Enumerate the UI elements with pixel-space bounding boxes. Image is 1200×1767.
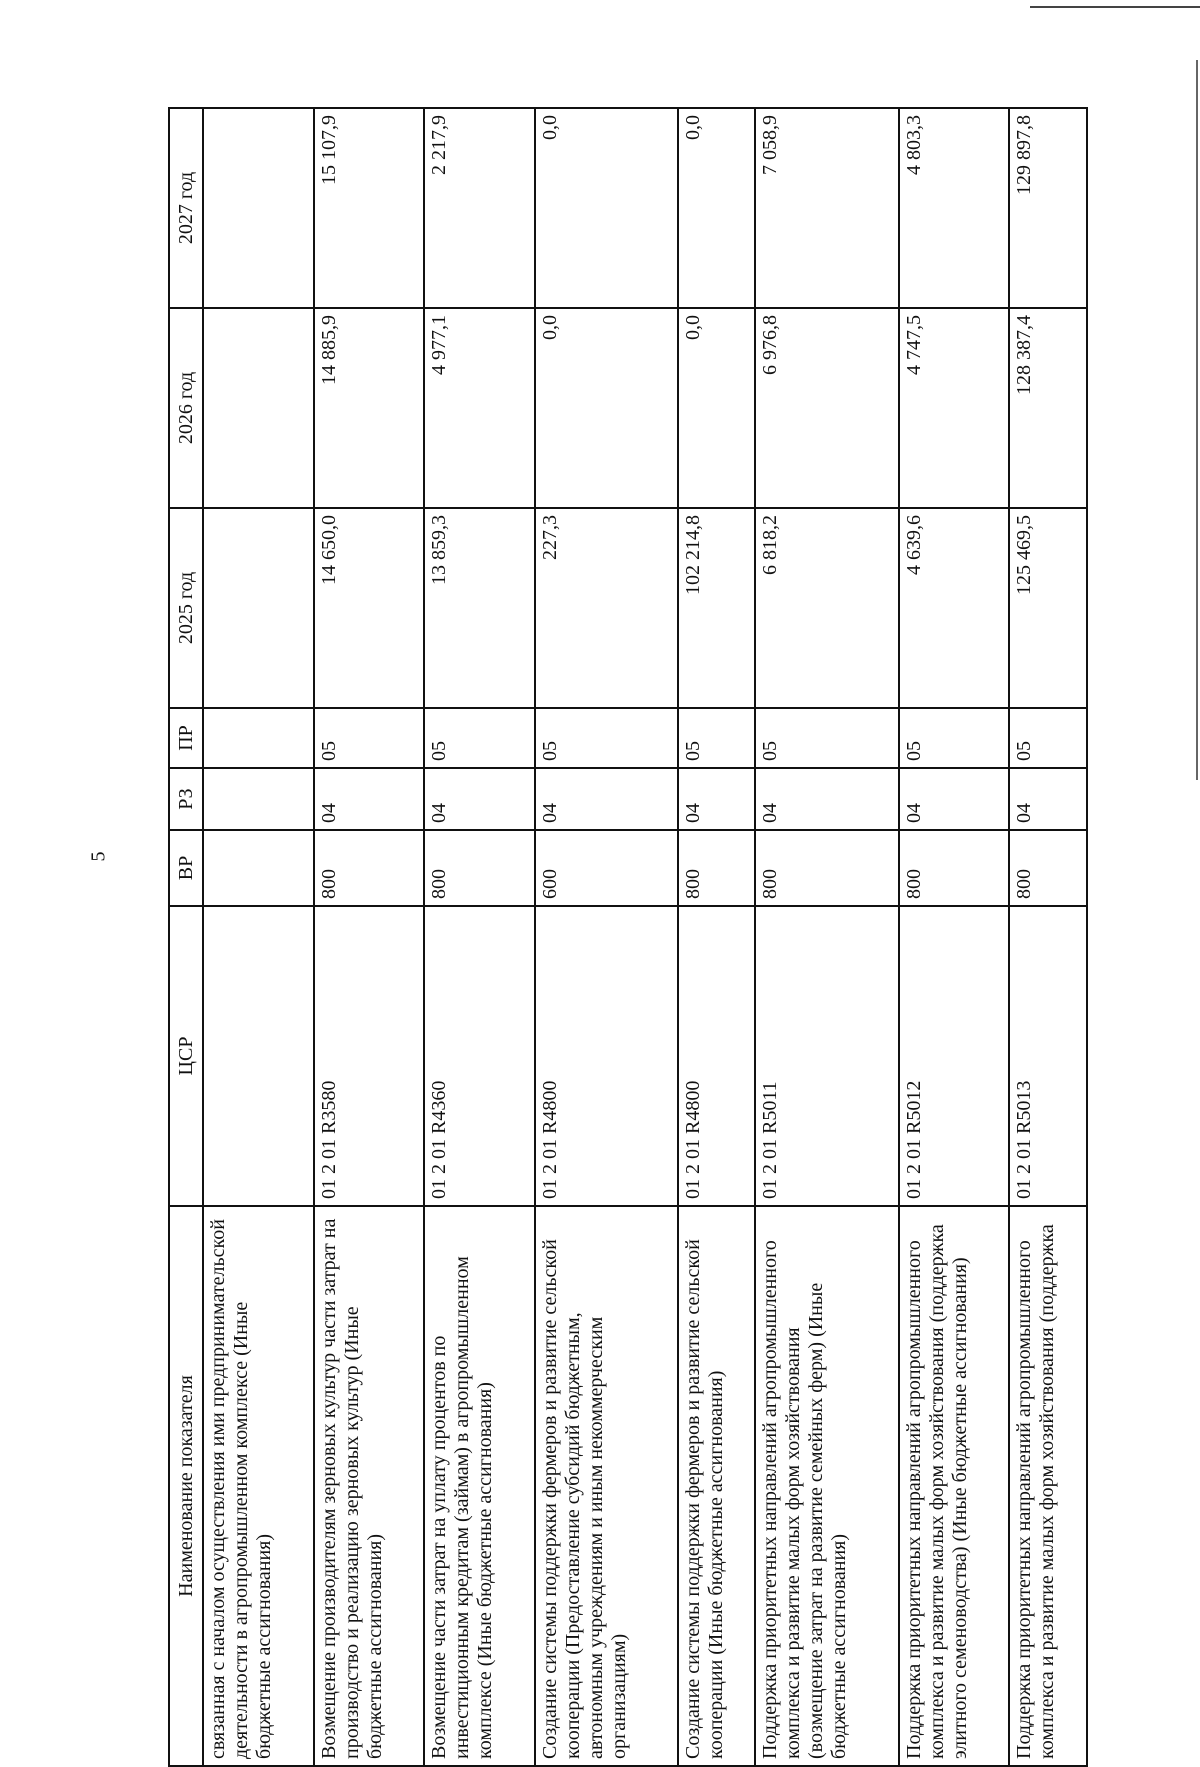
cell-name: Поддержка приоритетных направлений агропромышленного комплекса и развитие малых форм хозяйствования (поддержка	[1009, 1206, 1087, 1766]
cell-rz: 04	[755, 768, 899, 830]
cell-name: Возмещение части затрат на уплату процентов по инвестиционным кредитам (займам) в агропромышленном комплексе (Иные бюджетные ассигнования)	[424, 1206, 535, 1766]
cell-2025: 14 650,0	[314, 508, 425, 708]
cell-2027: 129 897,8	[1009, 108, 1087, 308]
cell-2027: 15 107,9	[314, 108, 425, 308]
rotated-table-area	[168, 107, 1088, 1767]
cell-pr	[203, 708, 314, 768]
cell-2026	[203, 308, 314, 508]
table-row	[203, 108, 314, 1766]
table-row	[535, 108, 679, 1766]
cell-rz: 04	[678, 768, 755, 830]
cell-rz: 04	[1009, 768, 1087, 830]
header-2026: 2026 год	[169, 308, 203, 508]
cell-vr: 600	[535, 830, 679, 906]
cell-vr: 800	[678, 830, 755, 906]
cell-vr: 800	[755, 830, 899, 906]
cell-2025: 4 639,6	[899, 508, 1010, 708]
cell-pr: 05	[899, 708, 1010, 768]
header-name: Наименование показателя	[169, 1206, 203, 1766]
header-vr: ВР	[169, 830, 203, 906]
cell-2026: 0,0	[535, 308, 679, 508]
cell-pr: 05	[314, 708, 425, 768]
cell-2025: 227,3	[535, 508, 679, 708]
cell-2025: 125 469,5	[1009, 508, 1087, 708]
cell-name: Создание системы поддержки фермеров и развитие сельской кооперации (Предоставление субсидий бюджетным, автономным учреждениям и иным некоммерческим организациям)	[535, 1206, 679, 1766]
cell-vr: 800	[314, 830, 425, 906]
cell-csr: 01 2 01 R5013	[1009, 906, 1087, 1206]
table-row	[1009, 108, 1087, 1766]
cell-rz	[203, 768, 314, 830]
cell-rz: 04	[899, 768, 1010, 830]
cell-2026: 4 977,1	[424, 308, 535, 508]
header-2025: 2025 год	[169, 508, 203, 708]
cell-name: Создание системы поддержки фермеров и развитие сельской кооперации (Иные бюджетные ассигнования)	[678, 1206, 755, 1766]
cell-2027: 4 803,3	[899, 108, 1010, 308]
cell-rz: 04	[314, 768, 425, 830]
table-header-row	[169, 108, 203, 1766]
cell-csr: 01 2 01 R5011	[755, 906, 899, 1206]
cell-pr: 05	[755, 708, 899, 768]
table-row	[314, 108, 425, 1766]
cell-2027: 2 217,9	[424, 108, 535, 308]
table-row	[678, 108, 755, 1766]
cell-csr: 01 2 01 R3580	[314, 906, 425, 1206]
header-2027: 2027 год	[169, 108, 203, 308]
page-number: 5	[87, 851, 110, 862]
cell-name: Поддержка приоритетных направлений агропромышленного комплекса и развитие малых форм хозяйствования (поддержка элитного семеноводства) (Иные бюджетные ассигнования)	[899, 1206, 1010, 1766]
cell-2027: 7 058,9	[755, 108, 899, 308]
cell-2027	[203, 108, 314, 308]
cell-csr	[203, 906, 314, 1206]
cell-rz: 04	[535, 768, 679, 830]
cell-csr: 01 2 01 R4800	[535, 906, 679, 1206]
cell-name: связанная с началом осуществления ими предпринимательской деятельности в агропромышленном комплексе (Иные бюджетные ассигнования)	[203, 1206, 314, 1766]
cell-2026: 4 747,5	[899, 308, 1010, 508]
cell-2026: 6 976,8	[755, 308, 899, 508]
cell-rz: 04	[424, 768, 535, 830]
cell-2025	[203, 508, 314, 708]
cell-name: Поддержка приоритетных направлений агропромышленного комплекса и развитие малых форм хозяйствования (возмещение затрат на развитие семейных ферм) (Иные бюджетные ассигнования)	[755, 1206, 899, 1766]
cell-vr: 800	[424, 830, 535, 906]
cell-2025: 13 859,3	[424, 508, 535, 708]
table-row	[424, 108, 535, 1766]
cell-2026: 128 387,4	[1009, 308, 1087, 508]
cell-2027: 0,0	[535, 108, 679, 308]
table-row	[755, 108, 899, 1766]
table-row	[899, 108, 1010, 1766]
header-pr: ПР	[169, 708, 203, 768]
budget-table	[168, 107, 1088, 1767]
cell-2026: 0,0	[678, 308, 755, 508]
cell-pr: 05	[535, 708, 679, 768]
table-container	[168, 107, 1088, 1767]
cell-csr: 01 2 01 R4800	[678, 906, 755, 1206]
header-csr: ЦСР	[169, 906, 203, 1206]
cell-2025: 102 214,8	[678, 508, 755, 708]
cell-pr: 05	[1009, 708, 1087, 768]
cell-vr	[203, 830, 314, 906]
cell-csr: 01 2 01 R4360	[424, 906, 535, 1206]
cell-vr: 800	[1009, 830, 1087, 906]
cell-pr: 05	[424, 708, 535, 768]
cell-vr: 800	[899, 830, 1010, 906]
scan-edge-top	[1030, 6, 1200, 8]
cell-pr: 05	[678, 708, 755, 768]
cell-2025: 6 818,2	[755, 508, 899, 708]
scan-edge-right	[1196, 60, 1198, 780]
cell-2027: 0,0	[678, 108, 755, 308]
header-rz: РЗ	[169, 768, 203, 830]
cell-csr: 01 2 01 R5012	[899, 906, 1010, 1206]
cell-name: Возмещение производителям зерновых культур части затрат на производство и реализацию зерновых культур (Иные бюджетные ассигнования)	[314, 1206, 425, 1766]
cell-2026: 14 885,9	[314, 308, 425, 508]
